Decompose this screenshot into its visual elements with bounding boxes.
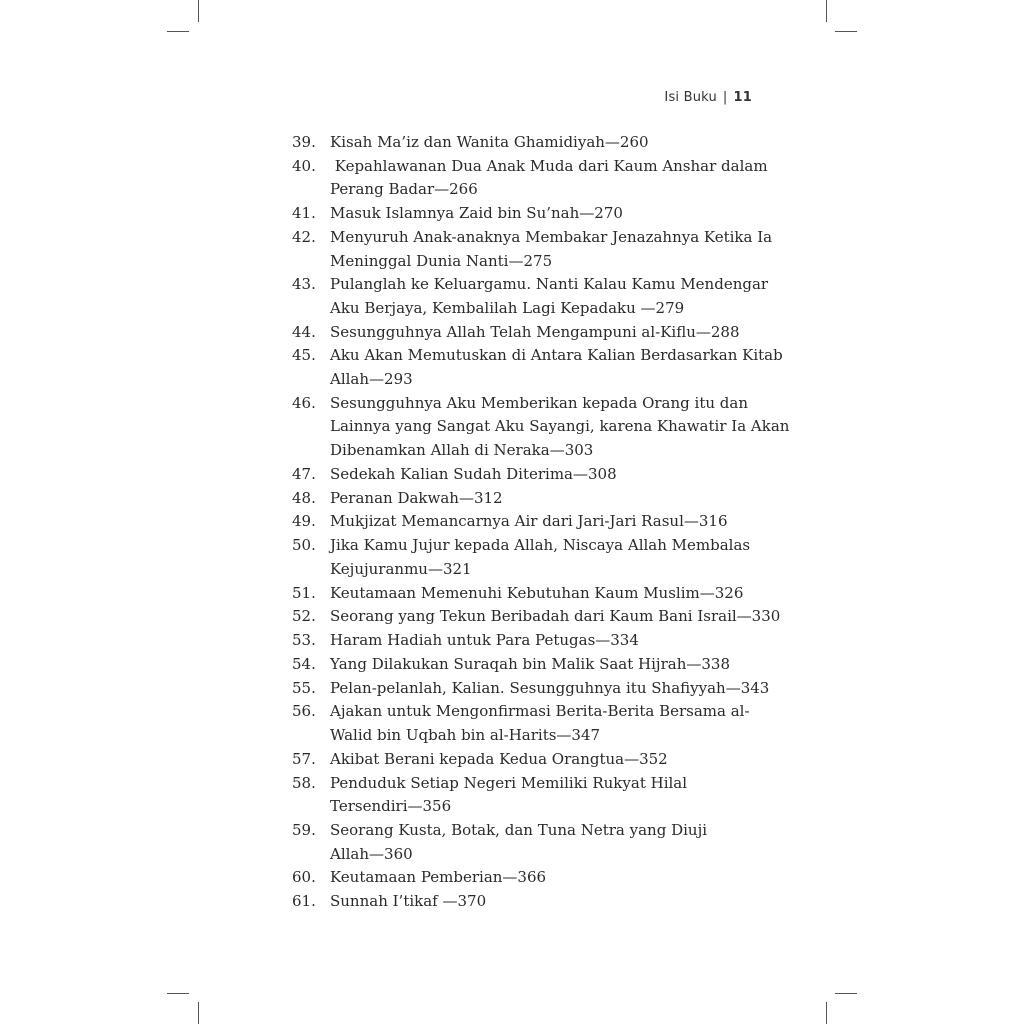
toc-entry-line: Mukjizat Memancarnya Air dari Jari-Jari Rasul—316 bbox=[330, 512, 728, 531]
table-of-contents bbox=[292, 131, 790, 914]
toc-entry-line: Perang Badar—266 bbox=[330, 180, 478, 199]
toc-entry-line: Dibenamkan Allah di Neraka—303 bbox=[330, 441, 594, 460]
crop-mark-top-left-vertical bbox=[198, 0, 199, 22]
toc-entry-title bbox=[330, 510, 762, 534]
toc-entry-line: Aku Berjaya, Kembalilah Lagi Kepadaku —279 bbox=[330, 298, 685, 317]
toc-entry bbox=[292, 700, 762, 747]
toc-entry bbox=[292, 202, 762, 226]
toc-entry bbox=[292, 772, 762, 819]
toc-entry-line: Kepahlawanan Dua Anak Muda dari Kaum Anshar dalam bbox=[330, 156, 768, 175]
toc-entry-number: 55. bbox=[292, 678, 316, 697]
toc-entry-title bbox=[330, 748, 762, 772]
toc-entry-title bbox=[330, 131, 762, 155]
toc-entry bbox=[292, 605, 781, 629]
toc-entry bbox=[292, 155, 768, 202]
toc-entry bbox=[292, 677, 770, 701]
toc-entry-number: 56. bbox=[292, 702, 316, 721]
toc-entry bbox=[292, 321, 762, 345]
toc-entry-number: 52. bbox=[292, 607, 316, 626]
header-separator: | bbox=[722, 90, 728, 105]
toc-entry-number: 40. bbox=[292, 156, 316, 175]
toc-entry bbox=[292, 226, 773, 273]
toc-entry-number: 51. bbox=[292, 583, 316, 602]
toc-entry bbox=[292, 629, 762, 653]
toc-entry-title bbox=[330, 273, 768, 320]
toc-entry-title bbox=[330, 890, 762, 914]
crop-mark-bottom-left-horizontal bbox=[167, 993, 189, 994]
toc-entry-line: Sunnah I’tikaf —370 bbox=[330, 892, 487, 911]
toc-entry-line: Walid bin Uqbah bin al-Harits—347 bbox=[330, 726, 601, 745]
toc-entry-number: 50. bbox=[292, 536, 316, 555]
toc-entry-number: 58. bbox=[292, 773, 316, 792]
toc-entry-number: 43. bbox=[292, 275, 316, 294]
toc-entry bbox=[292, 582, 762, 606]
toc-entry-title bbox=[330, 653, 762, 677]
toc-entry-number: 49. bbox=[292, 512, 316, 531]
toc-entry-number: 61. bbox=[292, 892, 316, 911]
toc-entry-line: Allah—360 bbox=[330, 844, 413, 863]
toc-entry-line: Kisah Ma’iz dan Wanita Ghamidiyah—260 bbox=[330, 133, 649, 151]
page-number: 11 bbox=[733, 90, 752, 105]
toc-entry-title bbox=[330, 534, 762, 581]
toc-entry-line: Keutamaan Memenuhi Kebutuhan Kaum Muslim—326 bbox=[330, 583, 744, 602]
toc-entry-number: 54. bbox=[292, 654, 316, 673]
toc-entry-line: Lainnya yang Sangat Aku Sayangi, karena Khawatir Ia Akan bbox=[330, 417, 790, 436]
toc-entry bbox=[292, 819, 762, 866]
crop-mark-bottom-right-vertical bbox=[826, 1002, 827, 1024]
toc-entry-title bbox=[330, 629, 762, 653]
toc-entry-number: 46. bbox=[292, 393, 316, 412]
toc-entry bbox=[292, 890, 762, 914]
toc-entry bbox=[292, 866, 762, 890]
toc-entry-number: 41. bbox=[292, 204, 316, 223]
toc-entry-title bbox=[330, 582, 762, 606]
toc-entry-title bbox=[330, 155, 768, 202]
toc-entry-line: Meninggal Dunia Nanti—275 bbox=[330, 251, 553, 270]
crop-mark-top-left-horizontal bbox=[167, 31, 189, 32]
toc-entry-line: Sesungguhnya Allah Telah Mengampuni al-Kiflu—288 bbox=[330, 322, 740, 341]
toc-entry bbox=[292, 510, 762, 534]
toc-entry-line: Peranan Dakwah—312 bbox=[330, 488, 503, 507]
toc-entry bbox=[292, 653, 762, 677]
toc-entry-number: 45. bbox=[292, 346, 316, 365]
toc-entry-line: Sesungguhnya Aku Memberikan kepada Orang itu dan bbox=[330, 393, 748, 412]
toc-entry bbox=[292, 273, 769, 320]
toc-entry-number: 48. bbox=[292, 488, 316, 507]
toc-entry bbox=[292, 463, 762, 487]
toc-entry-line: Seorang yang Tekun Beribadah dari Kaum Bani Israil—330 bbox=[330, 607, 781, 626]
toc-entry-title bbox=[330, 772, 762, 819]
toc-entry-line: Tersendiri—356 bbox=[330, 797, 452, 816]
section-title: Isi Buku bbox=[664, 90, 717, 105]
toc-entry-title bbox=[330, 321, 762, 345]
toc-entry bbox=[292, 392, 790, 463]
toc-entry-title bbox=[330, 463, 762, 487]
toc-entry-line: Keutamaan Pemberian—366 bbox=[330, 868, 547, 887]
toc-entry-title bbox=[330, 344, 783, 391]
toc-entry-line: Ajakan untuk Mengonfirmasi Berita-Berita Bersama al- bbox=[330, 702, 750, 721]
toc-entry-line: Pulanglah ke Keluargamu. Nanti Kalau Kamu Mendengar bbox=[330, 275, 769, 294]
toc-entry-line: Yang Dilakukan Suraqah bin Malik Saat Hijrah—338 bbox=[330, 654, 730, 673]
toc-entry-number: 47. bbox=[292, 464, 316, 483]
toc-entry-title bbox=[330, 819, 762, 866]
toc-entry-number: 53. bbox=[292, 631, 316, 650]
toc-entry-title bbox=[330, 226, 772, 273]
toc-entry-line: Aku Akan Memutuskan di Antara Kalian Berdasarkan Kitab bbox=[330, 346, 783, 365]
crop-mark-top-right-horizontal bbox=[835, 31, 857, 32]
toc-entry-line: Haram Hadiah untuk Para Petugas—334 bbox=[330, 631, 639, 650]
toc-entry bbox=[292, 487, 762, 511]
toc-entry-title bbox=[330, 392, 789, 463]
crop-mark-bottom-right-horizontal bbox=[835, 993, 857, 994]
toc-entry-number: 60. bbox=[292, 868, 316, 887]
toc-entry-title bbox=[330, 605, 780, 629]
toc-entry bbox=[292, 534, 762, 581]
toc-entry-line: Allah—293 bbox=[330, 370, 413, 389]
toc-entry-title bbox=[330, 700, 762, 747]
toc-entry bbox=[292, 131, 762, 155]
toc-entry-line: Pelan-pelanlah, Kalian. Sesungguhnya itu Shafiyyah—343 bbox=[330, 678, 770, 697]
toc-entry-title bbox=[330, 677, 769, 701]
toc-entry-number: 59. bbox=[292, 820, 316, 839]
toc-entry bbox=[292, 748, 762, 772]
running-head bbox=[664, 90, 752, 105]
toc-entry-line: Jika Kamu Jujur kepada Allah, Niscaya Allah Membalas bbox=[330, 536, 751, 555]
toc-entry-number: 44. bbox=[292, 322, 316, 341]
crop-mark-bottom-left-vertical bbox=[198, 1002, 199, 1024]
crop-mark-top-right-vertical bbox=[826, 0, 827, 22]
toc-entry-title bbox=[330, 202, 762, 226]
toc-entry-line: Penduduk Setiap Negeri Memiliki Rukyat Hilal bbox=[330, 773, 688, 792]
toc-entry bbox=[292, 344, 783, 391]
toc-entry-number: 39. bbox=[292, 133, 316, 151]
toc-entry-line: Masuk Islamnya Zaid bin Su’nah—270 bbox=[330, 204, 623, 223]
toc-entry-number: 57. bbox=[292, 749, 316, 768]
toc-entry-line: Seorang Kusta, Botak, dan Tuna Netra yang Diuji bbox=[330, 820, 708, 839]
toc-entry-title bbox=[330, 487, 762, 511]
toc-entry-line: Kejujuranmu—321 bbox=[330, 559, 472, 578]
toc-entry-number: 42. bbox=[292, 227, 316, 246]
toc-entry-line: Sedekah Kalian Sudah Diterima—308 bbox=[330, 464, 617, 483]
toc-entry-line: Menyuruh Anak-anaknya Membakar Jenazahnya Ketika Ia bbox=[330, 227, 773, 246]
toc-entry-title bbox=[330, 866, 762, 890]
toc-entry-line: Akibat Berani kepada Kedua Orangtua—352 bbox=[330, 749, 668, 768]
